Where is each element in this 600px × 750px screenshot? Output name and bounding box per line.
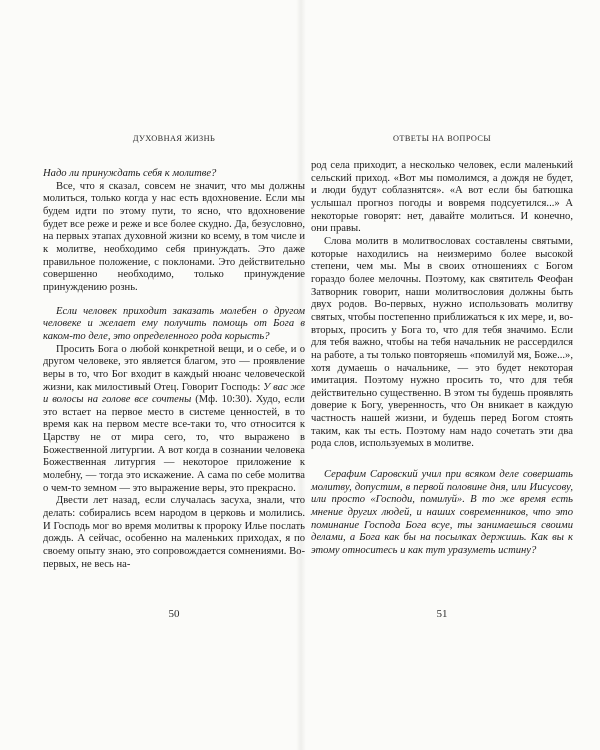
paragraph-prayers: Слова молитв в молитвословах составлены святыми, которые находились на неизмеримо более высокой степени, чем мы. Мы в своих отношениях с Богом гораздо более мелочны. Поэтому, как святитель Феофан Затворник говорит, наши молитвословия должны быть двух родов. Во-первых, нужно использовать молитву святых, чтобы постепенно приближаться к их мере, и, во-вторых, просить у Бога то, что для тебя значимо. Если для тебя важно, чтобы на тебя начальник не рассердился на работе, а ты только повторяешь «помилуй мя, Боже...», хотя думаешь о начальнике, — это будет некоторая имитация. Поэтому нужно просить то, что для тебя действительно существенно. В этом ты будешь проявлять доверие к Богу, уверенность, что Он вникает в каждую частность нашей жизни, и будешь перед Богом стоять таким, как ты есть. Поэтому нам надо сочетать эти два рода слов, используемых в молитве. (311, 235, 573, 450)
answer-1: Все, что я сказал, совсем не значит, что мы должны молиться, только когда у нас есть вдохновение. Если мы будем идти по этому пути, то ясно, что вдохновение будет все реже и реже и все более скудно. Да, безусловно, на первых этапах духовной жизни ко всему, в том числе и к молитве, необходимо себя принуждать. Это даже правильное положение, с поклонами. Это действительно совершенно необходимо, только принуждение принуждению рознь. (43, 180, 305, 293)
right-page-body (311, 160, 573, 558)
page-number-left: 50 (168, 608, 180, 620)
page-number-right: 51 (436, 608, 448, 620)
question-1: Надо ли принуждать себя к молитве? (43, 168, 217, 179)
question-3: Серафим Саровский учил при всяком деле совершать молитву, допустим, в первой половине дня, или Иисусову, или просто «Господи, помилуй». В то же время есть мнение других людей, и наших современников, что это поминание Господа Бога всуе, ты занимаешься своими делами, а Бога как бы на посылках держишь. Как вы к этому относитесь и как тут уразуметь истину? (311, 469, 573, 557)
answer-2-paragraph-2: Двести лет назад, если случалась засуха, знали, что делать: собирались всем народом в церковь и молились. И Господь мог во время молитвы к пророку Илье послать дождь. А сейчас, особенно на маленьких приходах, я по своему опыту знаю, это сопровождается сомнениями. Во-первых, не весь на- (43, 495, 305, 570)
paragraph-continuation: род села приходит, а несколько человек, если маленький сельский приход. «Вот мы помолимся, а дождя не будет, и люди будут соблазнятся». «А вот если бы батюшка услышал прогноз погоды и вовремя подсуетился...» А некоторые говорят: нет, давайте молиться. И конечно, они правы. (311, 160, 573, 235)
answer-2 (43, 344, 305, 496)
answer-2-text-after: (Мф. 10:30). Худо, если это встает на первое место в системе ценностей, в то время как на первом месте все-таки то, что относится к Царству не от мира сего, то, что выражено в Божественной литургии. А вот когда в сознании человека Божественная литургия — некоторое приложение к молебну, — тогда это искажение. А сама по себе молитва о чем-то земном — это выражение веры, это прекрасно. (43, 394, 305, 494)
answer-2-text-before: Просить Бога о любой конкретной вещи, и о себе, и о другом человеке, это является благом, это — проявление веры в то, что Бог входит в каждый нюанс человеческой жизни, как милостивый Отец. Говорит Господь: (43, 343, 305, 393)
running-header-left: ДУХОВНАЯ ЖИЗНЬ (132, 134, 216, 143)
question-2: Если человек приходит заказать молебен о другом человеке и желает ему получить помощь от Бога в каком-то деле, это определенного рода корысть? (43, 305, 305, 342)
running-header-right: ОТВЕТЫ НА ВОПРОСЫ (393, 134, 491, 143)
left-page-body (43, 168, 305, 571)
scripture-quote: У вас же и волосы на голове все сочтены (43, 381, 305, 406)
